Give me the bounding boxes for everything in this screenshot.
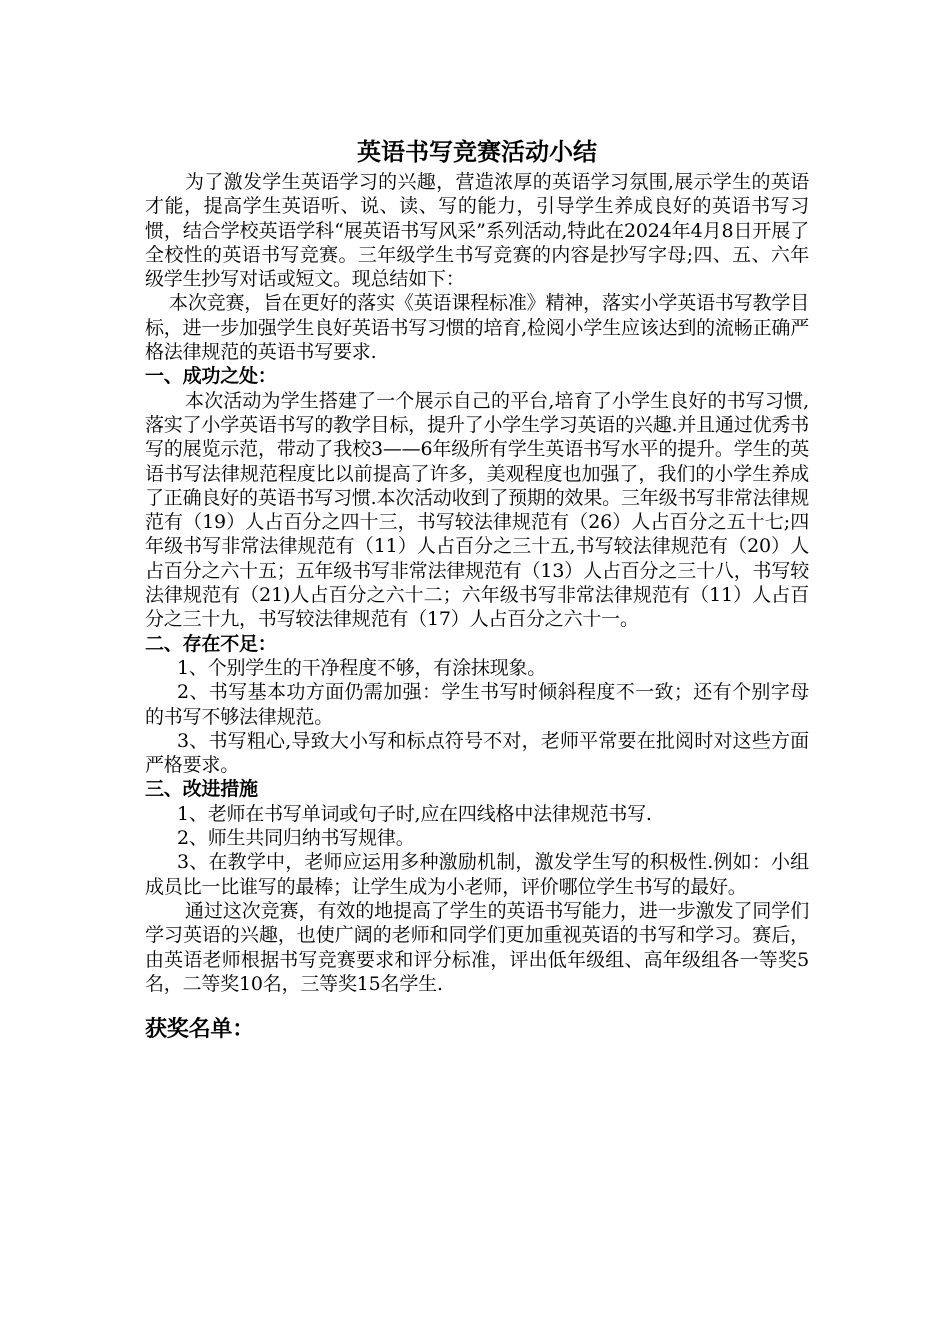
document-body [145,134,809,1044]
section-heading-shortcomings: 二、存在不足： [145,632,277,655]
success-paragraph: 本次活动为学生搭建了一个展示自己的平台,培育了小学生良好的书写习惯,落实了小学英语书写的教学目标，提升了小学生学习英语的兴趣.并且通过优秀书写的展览示范，带动了我校3——6年级所有学生英语书写水平的提升。学生的英语书写法律规范程度比以前提高了许多，美观程度也加强了，我们的小学生养成了正确良好的英语书写习惯.本次活动收到了预期的效果。三年级书写非常法律规范有（19）人占百分之四十三，书写较法律规范有（26）人占百分之五十七;四年级书写非常法律规范有（11）人占百分之三十五,书写较法律规范有（20）人占百分之六十五；五年级书写非常法律规范有（13）人占百分之三十八，书写较法律规范有（21)人占百分之六十二；六年级书写非常法律规范有（11）人占百分之三十九，书写较法律规范有（17）人占百分之六十一。 [145,389,809,631]
shortcoming-item: 3、书写粗心,导致大小写和标点符号不对，老师平常要在批阅时对这些方面严格要求。 [145,729,809,777]
intro-paragraph-2: 本次竞赛，旨在更好的落实《英语课程标准》精神，落实小学英语书写教学目标，进一步加强学生良好英语书写习惯的培育,检阅小学生应该达到的流畅正确严格法律规范的英语书写要求. [145,292,809,364]
award-list-heading: 获奖名单： [145,1016,255,1043]
intro-paragraph-1: 为了激发学生英语学习的兴趣，营造浓厚的英语学习氛围,展示学生的英语才能，提高学生英语听、说、读、写的能力，引导学生养成良好的英语书写习惯，结合学校英语学科“展英语书写风采”系列活动,特此在2024年4月8日开展了全校性的英语书写竞赛。三年级学生书写竞赛的内容是抄写字母;四、五、六年级学生抄写对话或短文。现总结如下： [145,171,809,291]
improvement-item: 2、师生共同归纳书写规律。 [177,827,415,850]
improvement-item: 1、老师在书写单词或句子时,应在四线格中法律规范书写. [177,802,652,825]
shortcoming-item: 1、个别学生的干净程度不够，有涂抹现象。 [177,656,547,679]
closing-paragraph: 通过这次竞赛，有效的地提高了学生的英语书写能力，进一步激发了同学们学习英语的兴趣，也使广阔的老师和同学们更加重视英语的书写和学习。赛后，由英语老师根据书写竞赛要求和评分标准，评出低年级组、高年级组各一等奖5名，二等奖10名，三等奖15名学生. [145,899,809,995]
section-heading-improvements: 三、改进措施 [145,778,258,801]
document-title: 英语书写竞赛活动小结 [357,137,597,166]
improvement-item: 3、在教学中，老师应运用多种激励机制，激发学生写的积极性.例如：小组成员比一比谁写的最棒；让学生成为小老师，评价哪位学生书写的最好。 [145,851,809,898]
shortcoming-item: 2、书写基本功方面仍需加强：学生书写时倾斜程度不一致；还有个别字母的书写不够法律规范。 [145,681,809,728]
section-heading-success: 一、成功之处： [145,365,277,388]
